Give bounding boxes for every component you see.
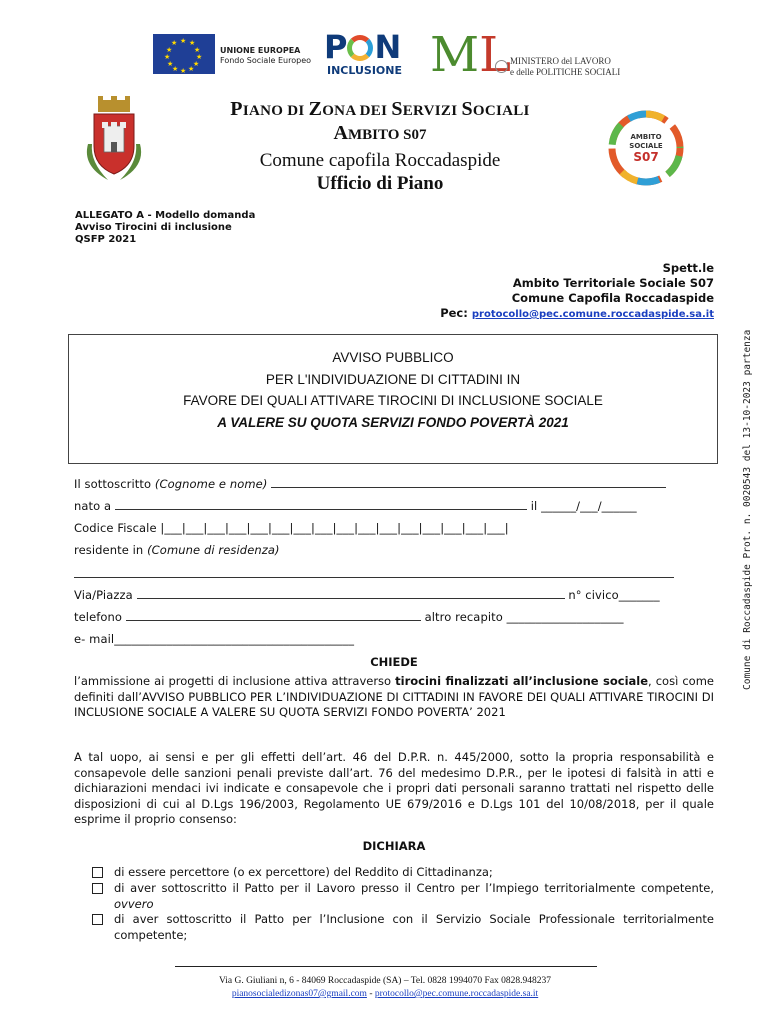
field-email[interactable]: e- mail_________________________________________	[74, 632, 355, 646]
title-ufficio: Ufficio di Piano	[316, 173, 444, 194]
field-sottoscritto[interactable]: Il sottoscritto (Cognome e nome)	[74, 477, 666, 491]
recipient-block: Spett.le Ambito Territoriale Sociale S07 Comune Capofila Roccadaspide Pec: protocollo@pec.comune.roccadaspide.sa.it	[440, 261, 714, 320]
footer-email-link-1[interactable]: pianosocialedizonas07@gmail.com	[231, 989, 367, 999]
checkbox-item-patto-inclusione[interactable]: di aver sottoscritto il Patto per l’Inclusione con il Servizio Sociale Professionale territorialmente competente;	[74, 912, 714, 943]
footer-email-link-2[interactable]: protocollo@pec.comune.roccadaspide.sa.it	[374, 989, 539, 999]
field-codice-fiscale[interactable]: Codice Fiscale |___|___|___|___|___|___|___|___|___|___|___|___|___|___|___|___|	[74, 521, 509, 535]
footer-divider	[175, 966, 597, 967]
protocol-stamp: Comune di Roccadaspide Prot. n. 0020543 del 13-10-2023 partenza	[742, 329, 753, 690]
pon-ring-icon	[347, 35, 373, 61]
checkbox-icon[interactable]	[92, 914, 103, 925]
paragraph-dichiarazione: A tal uopo, ai sensi e per gli effetti dell’art. 46 del D.P.R. n. 445/2000, sotto la propria responsabilità e consapevole delle sanzioni penali previste dall’art. 76 del medesimo D.P.R., per le ipotesi di falsità in atti e dichiarazioni mendaci ivi indicate e consapevole che i propri dati personali saranno trattati nel rispetto delle disposizioni di cui al D.Lgs 196/2003, Regolamento UE 679/2016 e D.Lgs 101 del 10/08/2018, per il quale esprime il proprio consenso:	[74, 750, 714, 826]
field-nato[interactable]: nato a il ______/___/______	[74, 499, 637, 513]
ambito-s07-logo	[604, 108, 688, 188]
field-telefono[interactable]: telefono altro recapito ____________________	[74, 610, 624, 624]
svg-text:AMBITO: AMBITO	[630, 133, 662, 141]
eu-flag-icon: ★ ★ ★ ★ ★ ★ ★ ★ ★ ★ ★ ★	[153, 34, 215, 74]
ministry-logo: ML	[430, 27, 512, 83]
svg-text:S07: S07	[633, 150, 659, 164]
republic-emblem-icon	[495, 60, 508, 73]
dichiara-heading: DICHIARA	[362, 839, 426, 853]
field-residente[interactable]: residente in (Comune di residenza)	[74, 543, 280, 557]
checkbox-icon[interactable]	[92, 867, 103, 878]
eu-label: UNIONE EUROPEA Fondo Sociale Europeo	[220, 46, 312, 65]
residence-blank-line[interactable]	[74, 577, 674, 578]
header-logos	[150, 27, 640, 83]
title-comune: Comune capofila Roccadaspide	[259, 150, 501, 171]
pec-email-link[interactable]: protocollo@pec.comune.roccadaspide.sa.it	[471, 309, 714, 320]
checkbox-item-patto-lavoro[interactable]: di aver sottoscritto il Patto per il Lavoro presso il Centro per l’Impiego territorialmente competente, ovvero	[74, 881, 714, 912]
footer-address: Via G. Giuliani n, 6 - 84069 Roccadaspide (SA) – Tel. 0828 1994070 Fax 0828.948237	[218, 976, 552, 986]
roccadaspide-crest-icon	[78, 96, 150, 182]
ministry-label: MINISTERO del LAVORO e delle POLITICHE SOCIALI	[510, 56, 621, 77]
footer-emails: pianosocialedizonas07@gmail.com - protocollo@pec.comune.roccadaspide.sa.it	[231, 989, 539, 999]
chiede-heading: CHIEDE	[370, 655, 418, 669]
checkbox-item-reddito[interactable]: di essere percettore (o ex percettore) del Reddito di Cittadinanza;	[74, 865, 714, 881]
title-piano-di-zona: PIANO DI ZONA DEI SERVIZI SOCIALI	[230, 98, 530, 120]
allegato-block: ALLEGATO A - Modello domanda Avviso Tirocini di inclusione QSFP 2021	[75, 210, 256, 245]
title-ambito: AMBITO S07	[333, 122, 427, 144]
paragraph-ammissione: l’ammissione ai progetti di inclusione attiva attraverso tirocini finalizzati all’inclusione sociale, così come definiti dall’AVVISO PUBBLICO PER L’INDIVIDUAZIONE DI CITTADINI IN FAVORE DEI QUALI ATTIVARE TIROCINI DI INCLUSIONE SOCIALE A VALERE SU QUOTA SERVIZI FONDO POVERTA’ 2021	[74, 674, 714, 719]
field-via[interactable]: Via/Piazza n° civico_______	[74, 588, 660, 602]
svg-text:SOCIALE: SOCIALE	[629, 142, 663, 150]
pon-inclusione-logo: P N INCLUSIONE	[324, 28, 403, 77]
checkbox-icon[interactable]	[92, 883, 103, 894]
avviso-box: AVVISO PUBBLICO PER L'INDIVIDUAZIONE DI CITTADINI IN FAVORE DEI QUALI ATTIVARE TIROCINI DI INCLUSIONE SOCIALE A VALERE SU QUOTA SERVIZI FONDO POVERTÀ 2021	[68, 334, 718, 464]
